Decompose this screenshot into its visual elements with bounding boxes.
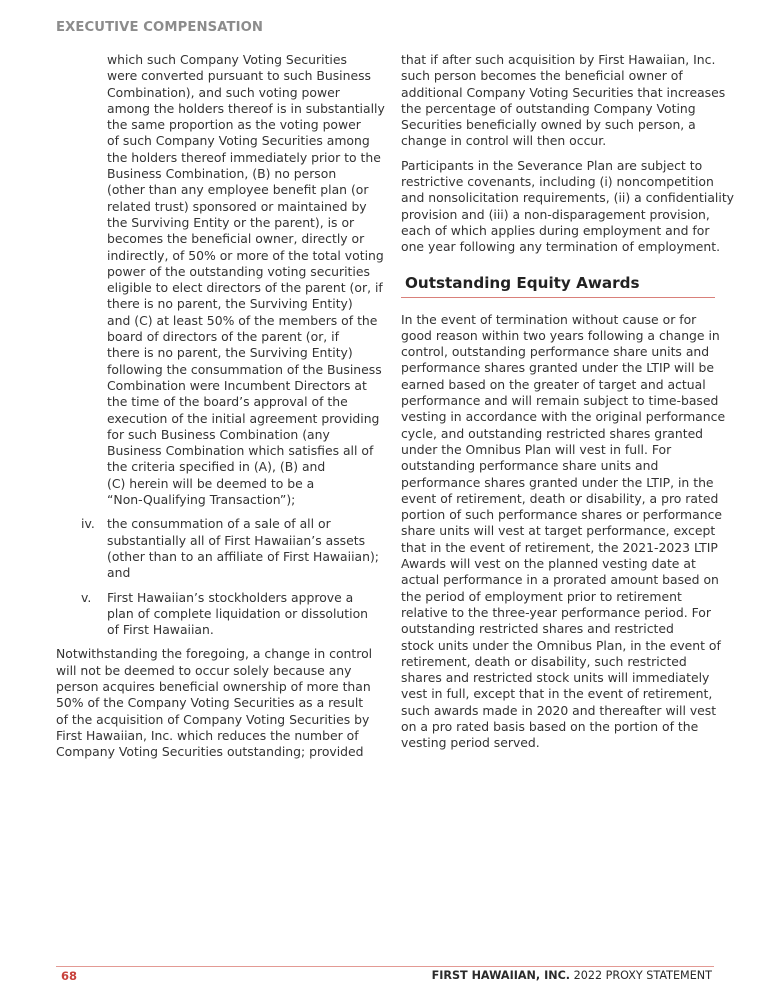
text-line: “Non-Qualifying Transaction”); (107, 492, 296, 508)
text-line: the consummation of a sale of all or (107, 516, 331, 532)
text-line: 50% of the Company Voting Securities as a result (56, 695, 364, 711)
text-line: one year following any termination of employment. (401, 239, 721, 255)
text-line: under the Omnibus Plan will vest in full. For (401, 441, 672, 457)
text-line: there is no parent, the Surviving Entity) (107, 345, 353, 361)
text-line: there is no parent, the Surviving Entity) (107, 296, 353, 312)
text-line: outstanding performance share units and (401, 458, 659, 474)
text-line: the same proportion as the voting power (107, 117, 361, 133)
list-marker: iv. (81, 516, 95, 532)
list-marker: v. (81, 589, 92, 605)
text-line: will not be deemed to occur solely because any (56, 662, 352, 678)
left-column (56, 52, 385, 760)
section-heading-outstanding-equity-awards: Outstanding Equity Awards (401, 273, 715, 298)
text-line: event of retirement, death or disability, a pro rated (401, 490, 719, 506)
text-line: portion of such performance shares or performance (401, 507, 723, 523)
text-line: on a pro rated basis based on the portion of the (401, 718, 699, 734)
text-line: performance shares granted under the LTIP will be (401, 360, 714, 376)
text-line: Notwithstanding the foregoing, a change in control (56, 646, 373, 662)
text-line: were converted pursuant to such Business (107, 68, 372, 84)
text-line: Participants in the Severance Plan are subject to (401, 157, 703, 173)
footer-document-name: 2022 PROXY STATEMENT (570, 969, 712, 982)
text-line: actual performance in a prorated amount based on (401, 572, 719, 588)
text-line: person acquires beneficial ownership of more than (56, 678, 371, 694)
text-line: such awards made in 2020 and thereafter will vest (401, 702, 717, 718)
text-line: each of which applies during employment and for (401, 222, 710, 238)
text-line: for such Business Combination (any (107, 426, 330, 442)
text-line: (other than to an affiliate of First Hawaiian); (107, 548, 379, 564)
text-line: plan of complete liquidation or dissolution (107, 605, 369, 621)
text-line: vesting period served. (401, 735, 540, 751)
text-line: provision and (iii) a non-disparagement provision, (401, 206, 710, 222)
text-line: the percentage of outstanding Company Voting (401, 100, 696, 116)
text-line: retirement, death or disability, such restricted (401, 653, 687, 669)
text-line: Business Combination which satisfies all of (107, 443, 374, 459)
text-line: power of the outstanding voting securities (107, 263, 370, 279)
text-line: change in control will then occur. (401, 133, 607, 149)
text-line: restrictive covenants, including (i) noncompetition (401, 174, 714, 190)
text-line: indirectly, of 50% or more of the total voting (107, 247, 384, 263)
list-item-v (56, 590, 372, 639)
text-line: (C) herein will be deemed to be a (107, 475, 315, 491)
text-line: and nonsolicitation requirements, (ii) a confidentiality (401, 190, 735, 206)
right-column (401, 52, 735, 752)
text-line: the Surviving Entity or the parent), is or (107, 214, 355, 230)
text-line: performance and will remain subject to time-based (401, 393, 719, 409)
text-line: First Hawaiian’s stockholders approve a (107, 589, 354, 605)
text-line: relative to the three-year performance period. For (401, 604, 711, 620)
text-line: that if after such acquisition by First Hawaiian, Inc. (401, 52, 716, 67)
text-line: Awards will vest on the planned vesting date at (401, 556, 696, 572)
text-line: cycle, and outstanding restricted shares granted (401, 425, 704, 441)
text-line: In the event of termination without cause or for (401, 311, 697, 327)
text-line: stock units under the Omnibus Plan, in the event of (401, 637, 721, 653)
text-line: board of directors of the parent (or, if (107, 329, 339, 345)
text-line: execution of the initial agreement providing (107, 410, 380, 426)
text-line: of the acquisition of Company Voting Securities by (56, 711, 370, 727)
text-line: which such Company Voting Securities (107, 52, 347, 67)
text-line: the period of employment prior to retirement (401, 588, 682, 604)
text-line: such person becomes the beneficial owner of (401, 68, 683, 84)
text-line: that in the event of retirement, the 2021-2023 LTIP (401, 539, 718, 555)
text-line: becomes the beneficial owner, directly or (107, 231, 365, 247)
text-line: related trust) sponsored or maintained by (107, 198, 367, 214)
text-line: and (C) at least 50% of the members of the (107, 312, 378, 328)
text-line: shares and restricted stock units will immediately (401, 670, 710, 686)
text-line: earned based on the greater of target and actual (401, 376, 706, 392)
text-line: vest in full, except that in the event of retirement, (401, 686, 713, 702)
text-line: the criteria specified in (A), (B) and (107, 459, 326, 475)
text-line: the holders thereof immediately prior to the (107, 149, 381, 165)
covenants-paragraph (401, 157, 735, 256)
footer-company-name: FIRST HAWAIIAN, INC. (431, 969, 571, 982)
list-item-iv (56, 516, 379, 581)
continuation-paragraph (401, 52, 726, 150)
text-line: following the consummation of the Business (107, 361, 382, 377)
text-line: control, outstanding performance share units and (401, 344, 710, 360)
equity-awards-paragraph (401, 311, 726, 752)
text-line: among the holders thereof is in substantially (107, 100, 385, 116)
text-line: of First Hawaiian. (107, 622, 214, 638)
footer-divider (56, 966, 714, 967)
text-line: of such Company Voting Securities among (107, 133, 370, 149)
text-line: and (107, 565, 131, 581)
text-line: eligible to elect directors of the parent (or, if (107, 280, 383, 296)
text-line: additional Company Voting Securities that increases (401, 84, 726, 100)
text-line: (other than any employee benefit plan (or (107, 182, 369, 198)
notwithstanding-paragraph (56, 646, 372, 760)
text-line: share units will vest at target performance, except (401, 523, 716, 539)
text-line: Company Voting Securities outstanding; provided (56, 744, 364, 760)
page-number: 68 (61, 969, 78, 983)
text-line: good reason within two years following a change in (401, 327, 720, 343)
text-line: vesting in accordance with the original performance (401, 409, 726, 425)
text-line: outstanding restricted shares and restricted (401, 621, 674, 637)
footer-document-title (432, 969, 712, 982)
text-line: substantially all of First Hawaiian’s assets (107, 532, 366, 548)
text-line: the time of the board’s approval of the (107, 394, 348, 410)
text-line: performance shares granted under the LTIP, in the (401, 474, 714, 490)
text-line: First Hawaiian, Inc. which reduces the number of (56, 727, 359, 743)
text-line: Securities beneficially owned by such person, a (401, 117, 696, 133)
text-line: Combination), and such voting power (107, 84, 340, 100)
clause-continuation (56, 52, 385, 508)
section-header: EXECUTIVE COMPENSATION (56, 20, 264, 35)
text-line: Business Combination, (B) no person (107, 166, 337, 182)
text-line: Combination were Incumbent Directors at (107, 377, 367, 393)
